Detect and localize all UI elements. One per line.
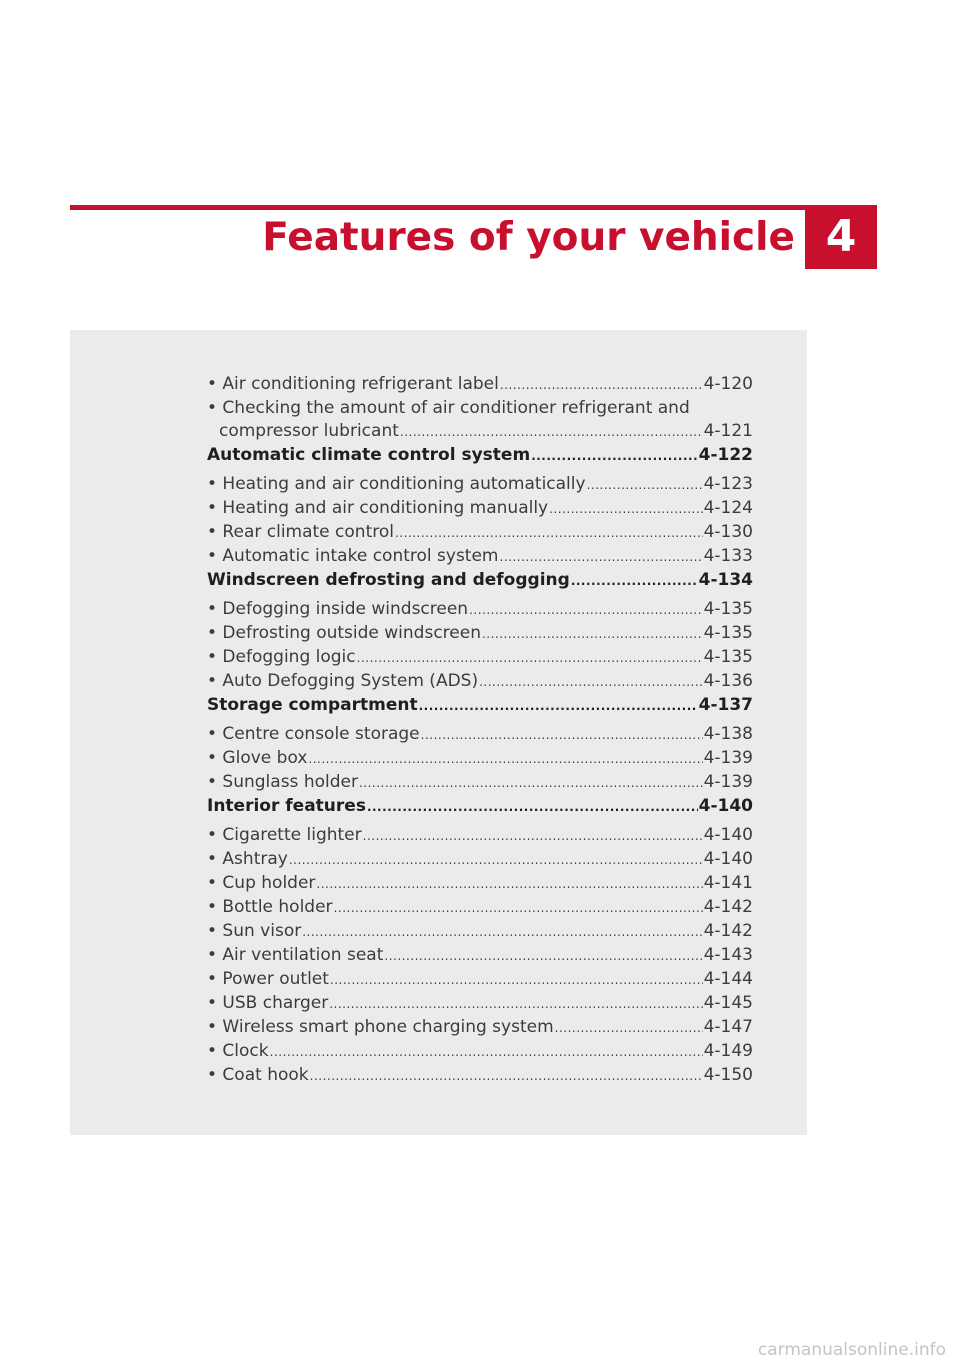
toc-entry-label: • Heating and air conditioning automatically	[207, 474, 586, 494]
toc-page-number: 4-147	[703, 1017, 753, 1037]
toc-page-number: 4-143	[703, 945, 753, 965]
toc-entry-label: • Coat hook	[207, 1065, 309, 1085]
toc-item-row[interactable]	[207, 397, 753, 420]
toc-page-number: 4-124	[703, 498, 753, 518]
toc-leader-dots	[384, 945, 702, 968]
toc-page-number: 4-121	[703, 421, 753, 441]
toc-entry-label: • Clock	[207, 1041, 269, 1061]
toc-page-number: 4-142	[703, 897, 753, 917]
toc-entry-label: • Defrosting outside windscreen	[207, 623, 481, 643]
toc-item-row[interactable]	[207, 670, 753, 694]
toc-page-number: 4-134	[698, 570, 753, 590]
toc-leader-dots	[482, 623, 703, 646]
toc-page-number: 4-135	[703, 599, 753, 619]
toc-item-row[interactable]	[207, 598, 753, 622]
toc-page-number: 4-150	[703, 1065, 753, 1085]
toc-leader-dots	[395, 522, 703, 545]
toc-page-number: 4-139	[703, 748, 753, 768]
toc-item-row[interactable]	[207, 622, 753, 646]
toc-item-row[interactable]	[207, 920, 753, 944]
toc-leader-dots	[302, 921, 702, 944]
toc-leader-dots	[531, 445, 697, 468]
toc-entry-label: Interior features	[207, 796, 366, 816]
toc-item-row[interactable]	[207, 420, 753, 444]
header-rule	[70, 205, 805, 210]
toc-entry-label: • Defogging inside windscreen	[207, 599, 469, 619]
toc-leader-dots	[479, 671, 703, 694]
toc-leader-dots	[500, 374, 703, 397]
toc-item-row[interactable]	[207, 1016, 753, 1040]
toc-entry-label: • Cigarette lighter	[207, 825, 362, 845]
toc-section-row[interactable]	[207, 694, 753, 718]
toc-leader-dots	[270, 1041, 703, 1064]
toc-entry-label: Storage compartment	[207, 695, 418, 715]
toc-leader-dots	[334, 897, 703, 920]
toc-entry-label: • Wireless smart phone charging system	[207, 1017, 554, 1037]
toc-entry-label: • Air conditioning refrigerant label	[207, 374, 499, 394]
toc-item-row[interactable]	[207, 521, 753, 545]
toc-item-row[interactable]	[207, 992, 753, 1016]
toc-entry-label: • Centre console storage	[207, 724, 420, 744]
toc-section-row[interactable]	[207, 444, 753, 468]
toc-page-number: 4-133	[703, 546, 753, 566]
toc-page-number: 4-139	[703, 772, 753, 792]
toc-leader-dots	[469, 599, 703, 622]
toc-panel	[70, 330, 807, 1135]
toc-list	[207, 373, 753, 1088]
toc-item-row[interactable]	[207, 1040, 753, 1064]
toc-leader-dots	[571, 570, 698, 593]
toc-page-number: 4-123	[703, 474, 753, 494]
toc-leader-dots	[400, 421, 703, 444]
toc-entry-label: • Ashtray	[207, 849, 288, 869]
toc-leader-dots	[419, 695, 698, 718]
toc-item-row[interactable]	[207, 373, 753, 397]
toc-page-number: 4-135	[703, 623, 753, 643]
toc-page-number: 4-138	[703, 724, 753, 744]
chapter-header	[0, 0, 960, 300]
toc-section-row[interactable]	[207, 569, 753, 593]
toc-page-number: 4-137	[698, 695, 753, 715]
toc-item-row[interactable]	[207, 545, 753, 569]
toc-page-number: 4-145	[703, 993, 753, 1013]
toc-entry-label: • Power outlet	[207, 969, 329, 989]
toc-entry-label: • Auto Defogging System (ADS)	[207, 671, 479, 691]
toc-entry-label: compressor lubricant	[219, 421, 399, 441]
toc-entry-label: • Heating and air conditioning manually	[207, 498, 549, 518]
toc-item-row[interactable]	[207, 747, 753, 771]
toc-entry-label: Windscreen defrosting and defogging	[207, 570, 570, 590]
toc-leader-dots	[316, 873, 702, 896]
toc-entry-label: • USB charger	[207, 993, 329, 1013]
toc-page-number: 4-140	[703, 849, 753, 869]
toc-leader-dots	[587, 474, 703, 497]
toc-item-row[interactable]	[207, 473, 753, 497]
toc-item-row[interactable]	[207, 646, 753, 670]
toc-entry-label: • Checking the amount of air conditioner refrigerant and	[207, 398, 690, 418]
toc-item-row[interactable]	[207, 872, 753, 896]
toc-page-number: 4-149	[703, 1041, 753, 1061]
toc-page-number: 4-140	[698, 796, 753, 816]
toc-item-row[interactable]	[207, 771, 753, 795]
toc-item-row[interactable]	[207, 824, 753, 848]
toc-page-number: 4-140	[703, 825, 753, 845]
toc-leader-dots	[330, 969, 703, 992]
chapter-number-badge: 4	[805, 205, 877, 269]
toc-leader-dots	[359, 772, 703, 795]
toc-page-number: 4-120	[703, 374, 753, 394]
chapter-title: Features of your vehicle	[262, 215, 795, 260]
toc-page-number: 4-144	[703, 969, 753, 989]
toc-page-number: 4-141	[703, 873, 753, 893]
toc-page-number: 4-135	[703, 647, 753, 667]
toc-entry-label: • Cup holder	[207, 873, 316, 893]
toc-leader-dots	[329, 993, 702, 1016]
toc-leader-dots	[500, 546, 703, 569]
toc-leader-dots	[289, 849, 703, 872]
toc-entry-label: • Defogging logic	[207, 647, 356, 667]
toc-entry-label: • Air ventilation seat	[207, 945, 384, 965]
toc-item-row[interactable]	[207, 497, 753, 521]
toc-item-row[interactable]	[207, 848, 753, 872]
toc-page-number: 4-130	[703, 522, 753, 542]
toc-leader-dots	[421, 724, 703, 747]
toc-leader-dots	[555, 1017, 703, 1040]
toc-leader-dots	[363, 825, 703, 848]
toc-page-number: 4-142	[703, 921, 753, 941]
toc-item-row[interactable]	[207, 1064, 753, 1088]
toc-leader-dots	[549, 498, 702, 521]
toc-page-number: 4-122	[698, 445, 753, 465]
toc-item-row[interactable]	[207, 723, 753, 747]
toc-leader-dots	[357, 647, 703, 670]
toc-entry-label: • Sunglass holder	[207, 772, 358, 792]
toc-item-row[interactable]	[207, 896, 753, 920]
toc-entry-label: Automatic climate control system	[207, 445, 531, 465]
toc-entry-label: • Sun visor	[207, 921, 302, 941]
toc-page-number: 4-136	[703, 671, 753, 691]
toc-leader-dots	[308, 748, 702, 771]
toc-leader-dots	[310, 1065, 703, 1088]
toc-entry-label: • Rear climate control	[207, 522, 394, 542]
toc-entry-label: • Automatic intake control system	[207, 546, 499, 566]
toc-section-row[interactable]	[207, 795, 753, 819]
toc-item-row[interactable]	[207, 968, 753, 992]
watermark: carmanualsonline.info	[757, 1340, 946, 1360]
toc-leader-dots	[367, 796, 698, 819]
toc-entry-label: • Bottle holder	[207, 897, 333, 917]
toc-item-row[interactable]	[207, 944, 753, 968]
toc-entry-label: • Glove box	[207, 748, 308, 768]
